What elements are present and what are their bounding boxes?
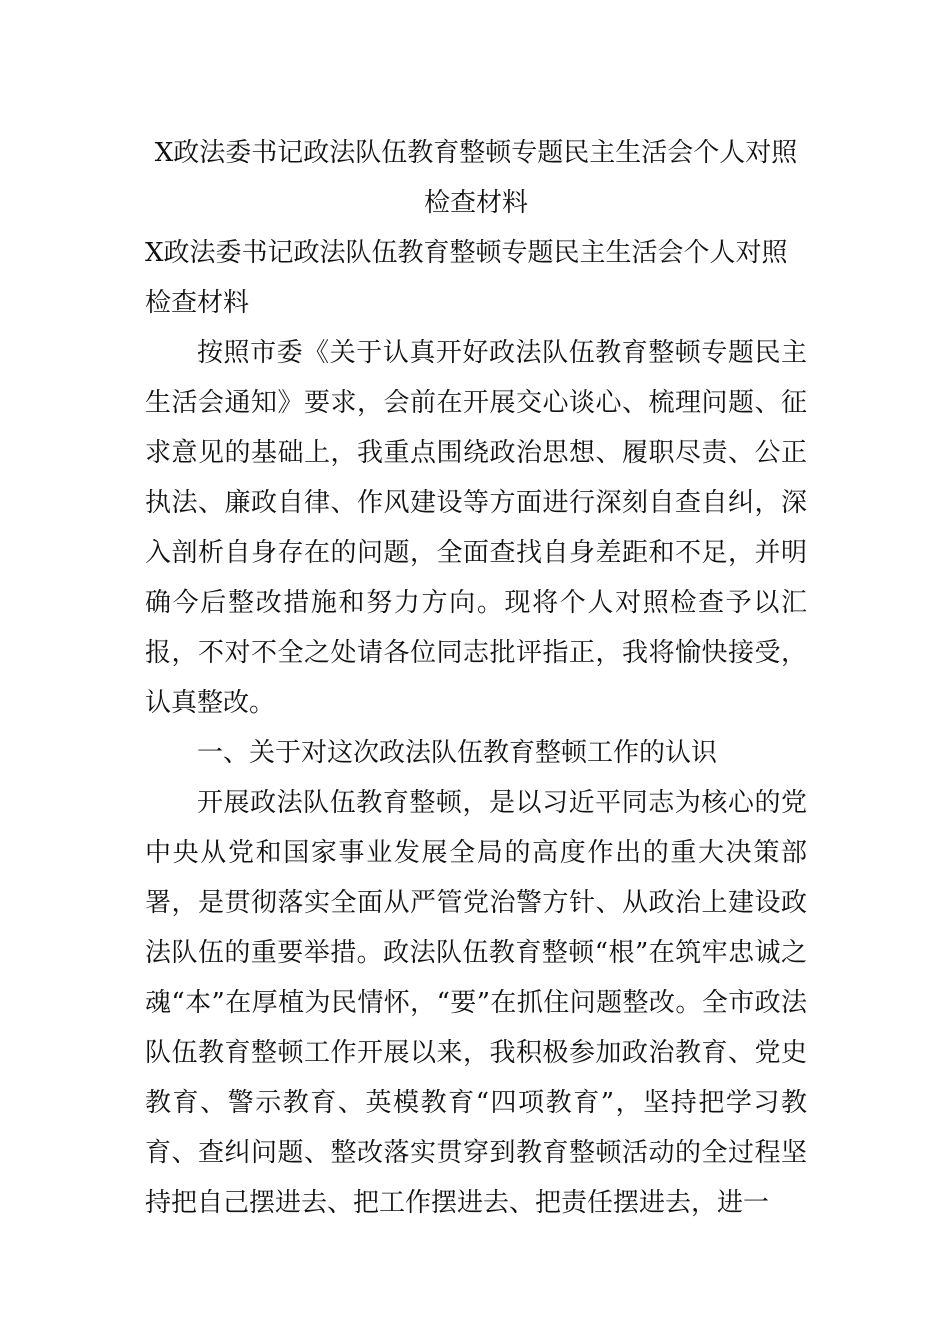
document-body [145, 128, 807, 1228]
document-subtitle: X政法委书记政法队伍教育整顿专题民主生活会个人对照检查材料 [145, 238, 788, 318]
document-title: X政法委书记政法队伍教育整顿专题民主生活会个人对照检查材料 [154, 138, 798, 218]
section-heading-1: 一、关于对这次政法队伍教育整顿工作的认识 [197, 738, 718, 768]
section-1-paragraph: 开展政法队伍教育整顿，是以习近平同志为核心的党中央从党和国家事业发展全局的高度作出的重大决策部署，是贯彻落实全面从严管党治警方针、从政治上建设政法队伍的重要举措。政法队伍教育整顿“根”在筑牢忠诚之魂“本”在厚植为民情怀，“要”在抓住问题整改。全市政法队伍教育整顿工作开展以来，我积极参加政治教育、党史教育、警示教育、英模教育“四项教育”，坚持把学习教育、查纠问题、整改落实贯穿到教育整顿活动的全过程坚持把自己摆进去、把工作摆进去、把责任摆进去，进一 [145, 788, 807, 1218]
intro-paragraph: 按照市委《关于认真开好政法队伍教育整顿专题民主生活会通知》要求，会前在开展交心谈心、梳理问题、征求意见的基础上，我重点围绕政治思想、履职尽责、公正执法、廉政自律、作风建设等方面进行深刻自查自纠，深入剖析自身存在的问题，全面查找自身差距和不足，并明确今后整改措施和努力方向。现将个人对照检查予以汇报，不对不全之处请各位同志批评指正，我将愉快接受，认真整改。 [145, 338, 807, 718]
